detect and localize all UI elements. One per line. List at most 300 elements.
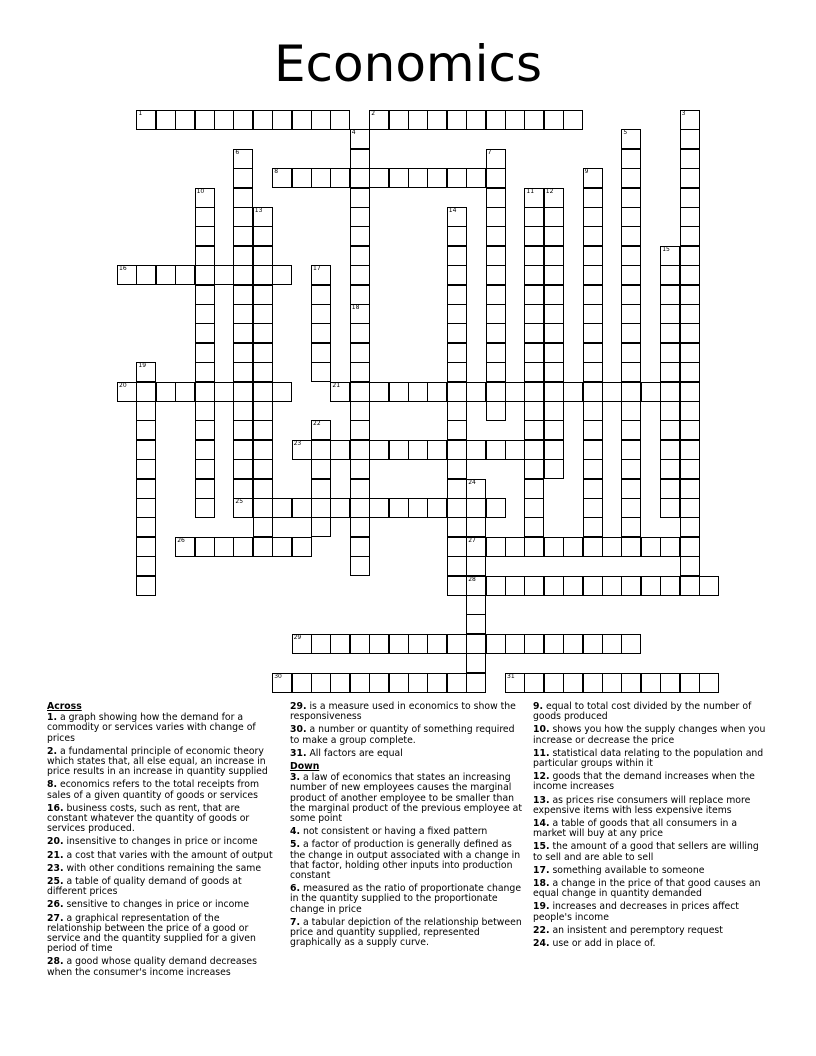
grid-cell[interactable]: [253, 323, 273, 343]
grid-cell[interactable]: [369, 110, 389, 130]
grid-cell[interactable]: [524, 343, 544, 363]
grid-cell[interactable]: [311, 362, 331, 382]
grid-cell[interactable]: [447, 207, 467, 227]
grid-cell[interactable]: [175, 265, 195, 285]
grid-cell[interactable]: [330, 634, 350, 654]
grid-cell[interactable]: [563, 382, 583, 402]
grid-cell[interactable]: [311, 420, 331, 440]
grid-cell[interactable]: [524, 304, 544, 324]
grid-cell[interactable]: [621, 576, 641, 596]
grid-cell[interactable]: [524, 479, 544, 499]
grid-cell[interactable]: [602, 537, 622, 557]
grid-cell[interactable]: [524, 188, 544, 208]
grid-cell[interactable]: [680, 323, 700, 343]
grid-cell[interactable]: [505, 634, 525, 654]
grid-cell[interactable]: [660, 498, 680, 518]
grid-cell[interactable]: [311, 265, 331, 285]
grid-cell[interactable]: [253, 537, 273, 557]
grid-cell[interactable]: [621, 285, 641, 305]
grid-cell[interactable]: [563, 673, 583, 693]
grid-cell[interactable]: [136, 265, 156, 285]
grid-cell[interactable]: [447, 401, 467, 421]
grid-cell[interactable]: [680, 207, 700, 227]
grid-cell[interactable]: [447, 285, 467, 305]
grid-cell[interactable]: [233, 323, 253, 343]
grid-cell[interactable]: [292, 110, 312, 130]
grid-cell[interactable]: [583, 420, 603, 440]
grid-cell[interactable]: [486, 285, 506, 305]
grid-cell[interactable]: [253, 440, 273, 460]
grid-cell[interactable]: [136, 420, 156, 440]
grid-cell[interactable]: [233, 168, 253, 188]
grid-cell[interactable]: [544, 576, 564, 596]
grid-cell[interactable]: [350, 226, 370, 246]
grid-cell[interactable]: [680, 304, 700, 324]
grid-cell[interactable]: [660, 401, 680, 421]
grid-cell[interactable]: [680, 110, 700, 130]
grid-cell[interactable]: [330, 673, 350, 693]
grid-cell[interactable]: [466, 382, 486, 402]
grid-cell[interactable]: [233, 537, 253, 557]
grid-cell[interactable]: [156, 265, 176, 285]
grid-cell[interactable]: [350, 401, 370, 421]
grid-cell[interactable]: [544, 459, 564, 479]
grid-cell[interactable]: [427, 498, 447, 518]
grid-cell[interactable]: [292, 673, 312, 693]
grid-cell[interactable]: [195, 110, 215, 130]
grid-cell[interactable]: [447, 576, 467, 596]
grid-cell[interactable]: [447, 246, 467, 266]
grid-cell[interactable]: [195, 420, 215, 440]
grid-cell[interactable]: [447, 343, 467, 363]
grid-cell[interactable]: [680, 556, 700, 576]
grid-cell[interactable]: [680, 362, 700, 382]
grid-cell[interactable]: [524, 517, 544, 537]
grid-cell[interactable]: [195, 401, 215, 421]
grid-cell[interactable]: [505, 440, 525, 460]
grid-cell[interactable]: [447, 673, 467, 693]
grid-cell[interactable]: [486, 362, 506, 382]
grid-cell[interactable]: [253, 362, 273, 382]
grid-cell[interactable]: [583, 440, 603, 460]
grid-cell[interactable]: [680, 343, 700, 363]
grid-cell[interactable]: [486, 265, 506, 285]
grid-cell[interactable]: [660, 479, 680, 499]
grid-cell[interactable]: [583, 168, 603, 188]
grid-cell[interactable]: [195, 285, 215, 305]
grid-cell[interactable]: [660, 304, 680, 324]
grid-cell[interactable]: [253, 498, 273, 518]
grid-cell[interactable]: [311, 459, 331, 479]
grid-cell[interactable]: [214, 537, 234, 557]
grid-cell[interactable]: [699, 673, 719, 693]
grid-cell[interactable]: [524, 246, 544, 266]
grid-cell[interactable]: [563, 576, 583, 596]
grid-cell[interactable]: [253, 459, 273, 479]
grid-cell[interactable]: [583, 265, 603, 285]
grid-cell[interactable]: [272, 537, 292, 557]
grid-cell[interactable]: [641, 537, 661, 557]
grid-cell[interactable]: [253, 420, 273, 440]
grid-cell[interactable]: [233, 304, 253, 324]
grid-cell[interactable]: [505, 576, 525, 596]
grid-cell[interactable]: [253, 226, 273, 246]
grid-cell[interactable]: [195, 323, 215, 343]
grid-cell[interactable]: [136, 362, 156, 382]
grid-cell[interactable]: [311, 634, 331, 654]
grid-cell[interactable]: [369, 634, 389, 654]
grid-cell[interactable]: [233, 149, 253, 169]
grid-cell[interactable]: [621, 226, 641, 246]
grid-cell[interactable]: [524, 459, 544, 479]
grid-cell[interactable]: [233, 343, 253, 363]
grid-cell[interactable]: [544, 362, 564, 382]
grid-cell[interactable]: [369, 498, 389, 518]
grid-cell[interactable]: [233, 285, 253, 305]
grid-cell[interactable]: [583, 537, 603, 557]
grid-cell[interactable]: [486, 401, 506, 421]
grid-cell[interactable]: [350, 129, 370, 149]
grid-cell[interactable]: [602, 673, 622, 693]
grid-cell[interactable]: [524, 634, 544, 654]
grid-cell[interactable]: [583, 673, 603, 693]
grid-cell[interactable]: [583, 498, 603, 518]
grid-cell[interactable]: [253, 382, 273, 402]
grid-cell[interactable]: [583, 207, 603, 227]
grid-cell[interactable]: [136, 440, 156, 460]
grid-cell[interactable]: [447, 110, 467, 130]
grid-cell[interactable]: [680, 188, 700, 208]
grid-cell[interactable]: [136, 537, 156, 557]
grid-cell[interactable]: [447, 440, 467, 460]
grid-cell[interactable]: [602, 634, 622, 654]
grid-cell[interactable]: [486, 323, 506, 343]
grid-cell[interactable]: [466, 498, 486, 518]
grid-cell[interactable]: [136, 459, 156, 479]
grid-cell[interactable]: [447, 420, 467, 440]
grid-cell[interactable]: [660, 576, 680, 596]
grid-cell[interactable]: [233, 246, 253, 266]
grid-cell[interactable]: [524, 323, 544, 343]
grid-cell[interactable]: [389, 382, 409, 402]
grid-cell[interactable]: [486, 246, 506, 266]
grid-cell[interactable]: [330, 498, 350, 518]
grid-cell[interactable]: [272, 498, 292, 518]
grid-cell[interactable]: [583, 362, 603, 382]
grid-cell[interactable]: [660, 323, 680, 343]
grid-cell[interactable]: [544, 188, 564, 208]
grid-cell[interactable]: [350, 459, 370, 479]
grid-cell[interactable]: [544, 207, 564, 227]
grid-cell[interactable]: [447, 323, 467, 343]
grid-cell[interactable]: [680, 498, 700, 518]
grid-cell[interactable]: [272, 673, 292, 693]
grid-cell[interactable]: [195, 382, 215, 402]
grid-cell[interactable]: [660, 285, 680, 305]
grid-cell[interactable]: [427, 440, 447, 460]
grid-cell[interactable]: [447, 634, 467, 654]
grid-cell[interactable]: [660, 459, 680, 479]
grid-cell[interactable]: [544, 343, 564, 363]
grid-cell[interactable]: [350, 537, 370, 557]
grid-cell[interactable]: [524, 362, 544, 382]
grid-cell[interactable]: [195, 304, 215, 324]
grid-cell[interactable]: [680, 226, 700, 246]
grid-cell[interactable]: [486, 576, 506, 596]
grid-cell[interactable]: [447, 382, 467, 402]
grid-cell[interactable]: [195, 207, 215, 227]
grid-cell[interactable]: [389, 673, 409, 693]
grid-cell[interactable]: [233, 459, 253, 479]
grid-cell[interactable]: [680, 440, 700, 460]
grid-cell[interactable]: [524, 576, 544, 596]
grid-cell[interactable]: [389, 110, 409, 130]
grid-cell[interactable]: [214, 382, 234, 402]
grid-cell[interactable]: [680, 382, 700, 402]
grid-cell[interactable]: [660, 440, 680, 460]
grid-cell[interactable]: [583, 479, 603, 499]
grid-cell[interactable]: [524, 110, 544, 130]
grid-cell[interactable]: [680, 149, 700, 169]
grid-cell[interactable]: [136, 576, 156, 596]
grid-cell[interactable]: [680, 537, 700, 557]
grid-cell[interactable]: [408, 634, 428, 654]
grid-cell[interactable]: [621, 323, 641, 343]
grid-cell[interactable]: [544, 110, 564, 130]
grid-cell[interactable]: [621, 382, 641, 402]
grid-cell[interactable]: [680, 265, 700, 285]
grid-cell[interactable]: [680, 576, 700, 596]
grid-cell[interactable]: [350, 207, 370, 227]
grid-cell[interactable]: [350, 382, 370, 402]
grid-cell[interactable]: [447, 537, 467, 557]
grid-cell[interactable]: [350, 304, 370, 324]
grid-cell[interactable]: [311, 343, 331, 363]
grid-cell[interactable]: [660, 246, 680, 266]
grid-cell[interactable]: [447, 226, 467, 246]
grid-cell[interactable]: [621, 420, 641, 440]
grid-cell[interactable]: [292, 440, 312, 460]
grid-cell[interactable]: [369, 440, 389, 460]
grid-cell[interactable]: [233, 498, 253, 518]
grid-cell[interactable]: [427, 382, 447, 402]
grid-cell[interactable]: [486, 537, 506, 557]
grid-cell[interactable]: [680, 285, 700, 305]
grid-cell[interactable]: [136, 382, 156, 402]
grid-cell[interactable]: [466, 517, 486, 537]
grid-cell[interactable]: [253, 285, 273, 305]
grid-cell[interactable]: [544, 265, 564, 285]
grid-cell[interactable]: [641, 576, 661, 596]
grid-cell[interactable]: [699, 576, 719, 596]
grid-cell[interactable]: [680, 168, 700, 188]
grid-cell[interactable]: [408, 168, 428, 188]
grid-cell[interactable]: [156, 382, 176, 402]
grid-cell[interactable]: [466, 556, 486, 576]
grid-cell[interactable]: [524, 440, 544, 460]
grid-cell[interactable]: [621, 517, 641, 537]
grid-cell[interactable]: [233, 265, 253, 285]
grid-cell[interactable]: [427, 634, 447, 654]
grid-cell[interactable]: [583, 188, 603, 208]
grid-cell[interactable]: [621, 498, 641, 518]
grid-cell[interactable]: [389, 498, 409, 518]
grid-cell[interactable]: [447, 304, 467, 324]
grid-cell[interactable]: [466, 537, 486, 557]
grid-cell[interactable]: [660, 343, 680, 363]
grid-cell[interactable]: [214, 265, 234, 285]
grid-cell[interactable]: [563, 634, 583, 654]
grid-cell[interactable]: [350, 285, 370, 305]
grid-cell[interactable]: [311, 440, 331, 460]
grid-cell[interactable]: [350, 479, 370, 499]
grid-cell[interactable]: [583, 382, 603, 402]
grid-cell[interactable]: [350, 498, 370, 518]
grid-cell[interactable]: [350, 323, 370, 343]
grid-cell[interactable]: [486, 634, 506, 654]
grid-cell[interactable]: [544, 246, 564, 266]
grid-cell[interactable]: [195, 226, 215, 246]
grid-cell[interactable]: [195, 362, 215, 382]
grid-cell[interactable]: [233, 479, 253, 499]
grid-cell[interactable]: [486, 149, 506, 169]
grid-cell[interactable]: [330, 440, 350, 460]
grid-cell[interactable]: [544, 634, 564, 654]
grid-cell[interactable]: [233, 362, 253, 382]
grid-cell[interactable]: [253, 207, 273, 227]
grid-cell[interactable]: [486, 382, 506, 402]
grid-cell[interactable]: [195, 188, 215, 208]
grid-cell[interactable]: [602, 382, 622, 402]
grid-cell[interactable]: [583, 246, 603, 266]
grid-cell[interactable]: [311, 323, 331, 343]
grid-cell[interactable]: [389, 168, 409, 188]
grid-cell[interactable]: [641, 382, 661, 402]
grid-cell[interactable]: [544, 304, 564, 324]
grid-cell[interactable]: [330, 168, 350, 188]
grid-cell[interactable]: [195, 498, 215, 518]
grid-cell[interactable]: [680, 129, 700, 149]
grid-cell[interactable]: [292, 168, 312, 188]
grid-cell[interactable]: [621, 362, 641, 382]
grid-cell[interactable]: [602, 576, 622, 596]
grid-cell[interactable]: [350, 149, 370, 169]
grid-cell[interactable]: [660, 673, 680, 693]
grid-cell[interactable]: [292, 498, 312, 518]
grid-cell[interactable]: [621, 304, 641, 324]
grid-cell[interactable]: [621, 149, 641, 169]
grid-cell[interactable]: [486, 110, 506, 130]
grid-cell[interactable]: [175, 110, 195, 130]
grid-cell[interactable]: [272, 265, 292, 285]
grid-cell[interactable]: [466, 110, 486, 130]
grid-cell[interactable]: [447, 556, 467, 576]
grid-cell[interactable]: [272, 110, 292, 130]
grid-cell[interactable]: [466, 479, 486, 499]
grid-cell[interactable]: [544, 440, 564, 460]
grid-cell[interactable]: [544, 382, 564, 402]
grid-cell[interactable]: [660, 382, 680, 402]
grid-cell[interactable]: [253, 110, 273, 130]
grid-cell[interactable]: [486, 304, 506, 324]
grid-cell[interactable]: [389, 634, 409, 654]
grid-cell[interactable]: [292, 634, 312, 654]
grid-cell[interactable]: [330, 382, 350, 402]
grid-cell[interactable]: [524, 382, 544, 402]
grid-cell[interactable]: [136, 556, 156, 576]
grid-cell[interactable]: [195, 440, 215, 460]
grid-cell[interactable]: [466, 614, 486, 634]
grid-cell[interactable]: [136, 479, 156, 499]
grid-cell[interactable]: [350, 556, 370, 576]
grid-cell[interactable]: [195, 459, 215, 479]
grid-cell[interactable]: [544, 226, 564, 246]
grid-cell[interactable]: [369, 673, 389, 693]
grid-cell[interactable]: [408, 110, 428, 130]
grid-cell[interactable]: [680, 401, 700, 421]
grid-cell[interactable]: [544, 323, 564, 343]
grid-cell[interactable]: [233, 401, 253, 421]
grid-cell[interactable]: [621, 401, 641, 421]
grid-cell[interactable]: [136, 401, 156, 421]
grid-cell[interactable]: [253, 343, 273, 363]
grid-cell[interactable]: [427, 110, 447, 130]
grid-cell[interactable]: [233, 207, 253, 227]
grid-cell[interactable]: [583, 634, 603, 654]
grid-cell[interactable]: [466, 653, 486, 673]
grid-cell[interactable]: [330, 110, 350, 130]
grid-cell[interactable]: [563, 537, 583, 557]
grid-cell[interactable]: [621, 343, 641, 363]
grid-cell[interactable]: [350, 420, 370, 440]
grid-cell[interactable]: [621, 246, 641, 266]
grid-cell[interactable]: [447, 459, 467, 479]
grid-cell[interactable]: [311, 285, 331, 305]
grid-cell[interactable]: [195, 537, 215, 557]
grid-cell[interactable]: [233, 188, 253, 208]
grid-cell[interactable]: [660, 420, 680, 440]
grid-cell[interactable]: [292, 537, 312, 557]
grid-cell[interactable]: [680, 479, 700, 499]
grid-cell[interactable]: [505, 537, 525, 557]
grid-cell[interactable]: [117, 382, 137, 402]
grid-cell[interactable]: [427, 673, 447, 693]
grid-cell[interactable]: [544, 285, 564, 305]
grid-cell[interactable]: [583, 401, 603, 421]
grid-cell[interactable]: [583, 304, 603, 324]
grid-cell[interactable]: [524, 498, 544, 518]
grid-cell[interactable]: [311, 479, 331, 499]
grid-cell[interactable]: [311, 498, 331, 518]
grid-cell[interactable]: [408, 440, 428, 460]
grid-cell[interactable]: [621, 479, 641, 499]
grid-cell[interactable]: [311, 517, 331, 537]
grid-cell[interactable]: [466, 440, 486, 460]
grid-cell[interactable]: [427, 168, 447, 188]
grid-cell[interactable]: [447, 168, 467, 188]
grid-cell[interactable]: [680, 673, 700, 693]
grid-cell[interactable]: [583, 285, 603, 305]
grid-cell[interactable]: [195, 265, 215, 285]
grid-cell[interactable]: [195, 343, 215, 363]
grid-cell[interactable]: [505, 673, 525, 693]
grid-cell[interactable]: [621, 188, 641, 208]
grid-cell[interactable]: [583, 517, 603, 537]
grid-cell[interactable]: [253, 517, 273, 537]
grid-cell[interactable]: [505, 110, 525, 130]
grid-cell[interactable]: [680, 246, 700, 266]
grid-cell[interactable]: [350, 634, 370, 654]
